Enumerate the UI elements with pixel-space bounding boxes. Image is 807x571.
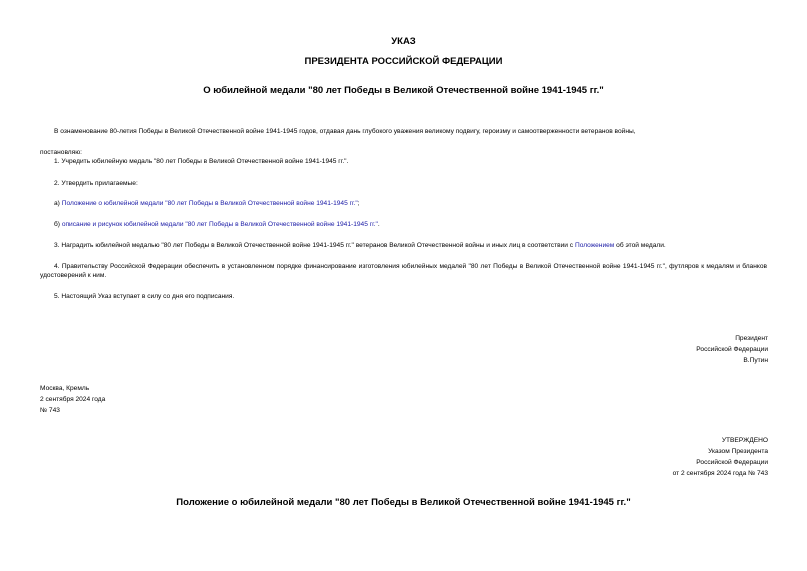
item-4: 4. Правительству Российской Федерации обеспечить в установленном порядке финансирование изготовления юбилейных медалей "80 лет Победы в Великой Отечественной войне 1941-1945 гг.", футляров к медалям и бланков удостоверений к ним.	[40, 263, 767, 279]
decree-number: № 743	[40, 407, 60, 414]
item-2b-suffix: .	[377, 221, 380, 228]
item-2a	[54, 199, 360, 208]
item-3-prefix: 3. Наградить юбилейной медалью "80 лет Победы в Великой Отечественной войне 1941-1945 гг." ветеранов Великой Отечественной войны и иных лиц в соответствии с	[54, 242, 575, 249]
place: Москва, Кремль	[40, 385, 90, 392]
regulation-link[interactable]: Положение о юбилейной медали "80 лет Победы в Великой Отечественной войне 1941-1945 гг."	[61, 200, 358, 207]
date: 2 сентября 2024 года	[40, 396, 106, 403]
signature-block	[696, 333, 768, 366]
item-1: 1. Учредить юбилейную медаль "80 лет Победы в Великой Отечественной войне 1941-1945 гг.".	[54, 158, 349, 165]
approval-block	[673, 435, 768, 479]
item-3-suffix: об этой медали.	[614, 242, 666, 249]
approval-by: Указом Президента	[708, 448, 768, 455]
item-2a-suffix: ;	[357, 200, 360, 207]
item-2a-prefix: а)	[54, 200, 62, 207]
item-2b-prefix: б)	[54, 221, 62, 228]
approval-date: от 2 сентября 2024 года № 743	[672, 470, 768, 477]
approval-org: Российской Федерации	[696, 459, 768, 466]
item-2b	[54, 220, 380, 229]
preamble: В ознаменование 80-летия Победы в Великой Отечественной войне 1941-1945 годов, отдавая дань глубокого уважения великому подвигу, героизму и самоотверженности ветеранов войны,	[54, 128, 636, 135]
item-5: 5. Настоящий Указ вступает в силу со дня его подписания.	[54, 293, 235, 300]
decree-name: О юбилейной медали "80 лет Победы в Великой Отечественной войне 1941-1945 гг."	[203, 85, 604, 96]
decree-title: УКАЗ	[391, 36, 416, 47]
description-link[interactable]: описание и рисунок юбилейной медали "80 лет Победы в Великой Отечественной войне 1941-1945 гг."	[61, 221, 378, 228]
decree-subtitle: ПРЕЗИДЕНТА РОССИЙСКОЙ ФЕДЕРАЦИИ	[304, 56, 503, 67]
place-date-block	[40, 383, 105, 416]
regulation-ref-link[interactable]: Положением	[574, 242, 615, 249]
signature-org: Российской Федерации	[696, 346, 768, 353]
approval-head: УТВЕРЖДЕНО	[721, 437, 768, 444]
signature-name: В.Путин	[743, 357, 768, 364]
item-2: 2. Утвердить прилагаемые:	[54, 180, 138, 187]
resolve-word: постановляю:	[40, 149, 83, 156]
item-3	[54, 241, 666, 250]
signature-title: Президент	[735, 335, 768, 342]
appendix-title: Положение о юбилейной медали "80 лет Победы в Великой Отечественной войне 1941-1945 гг."	[176, 497, 631, 508]
